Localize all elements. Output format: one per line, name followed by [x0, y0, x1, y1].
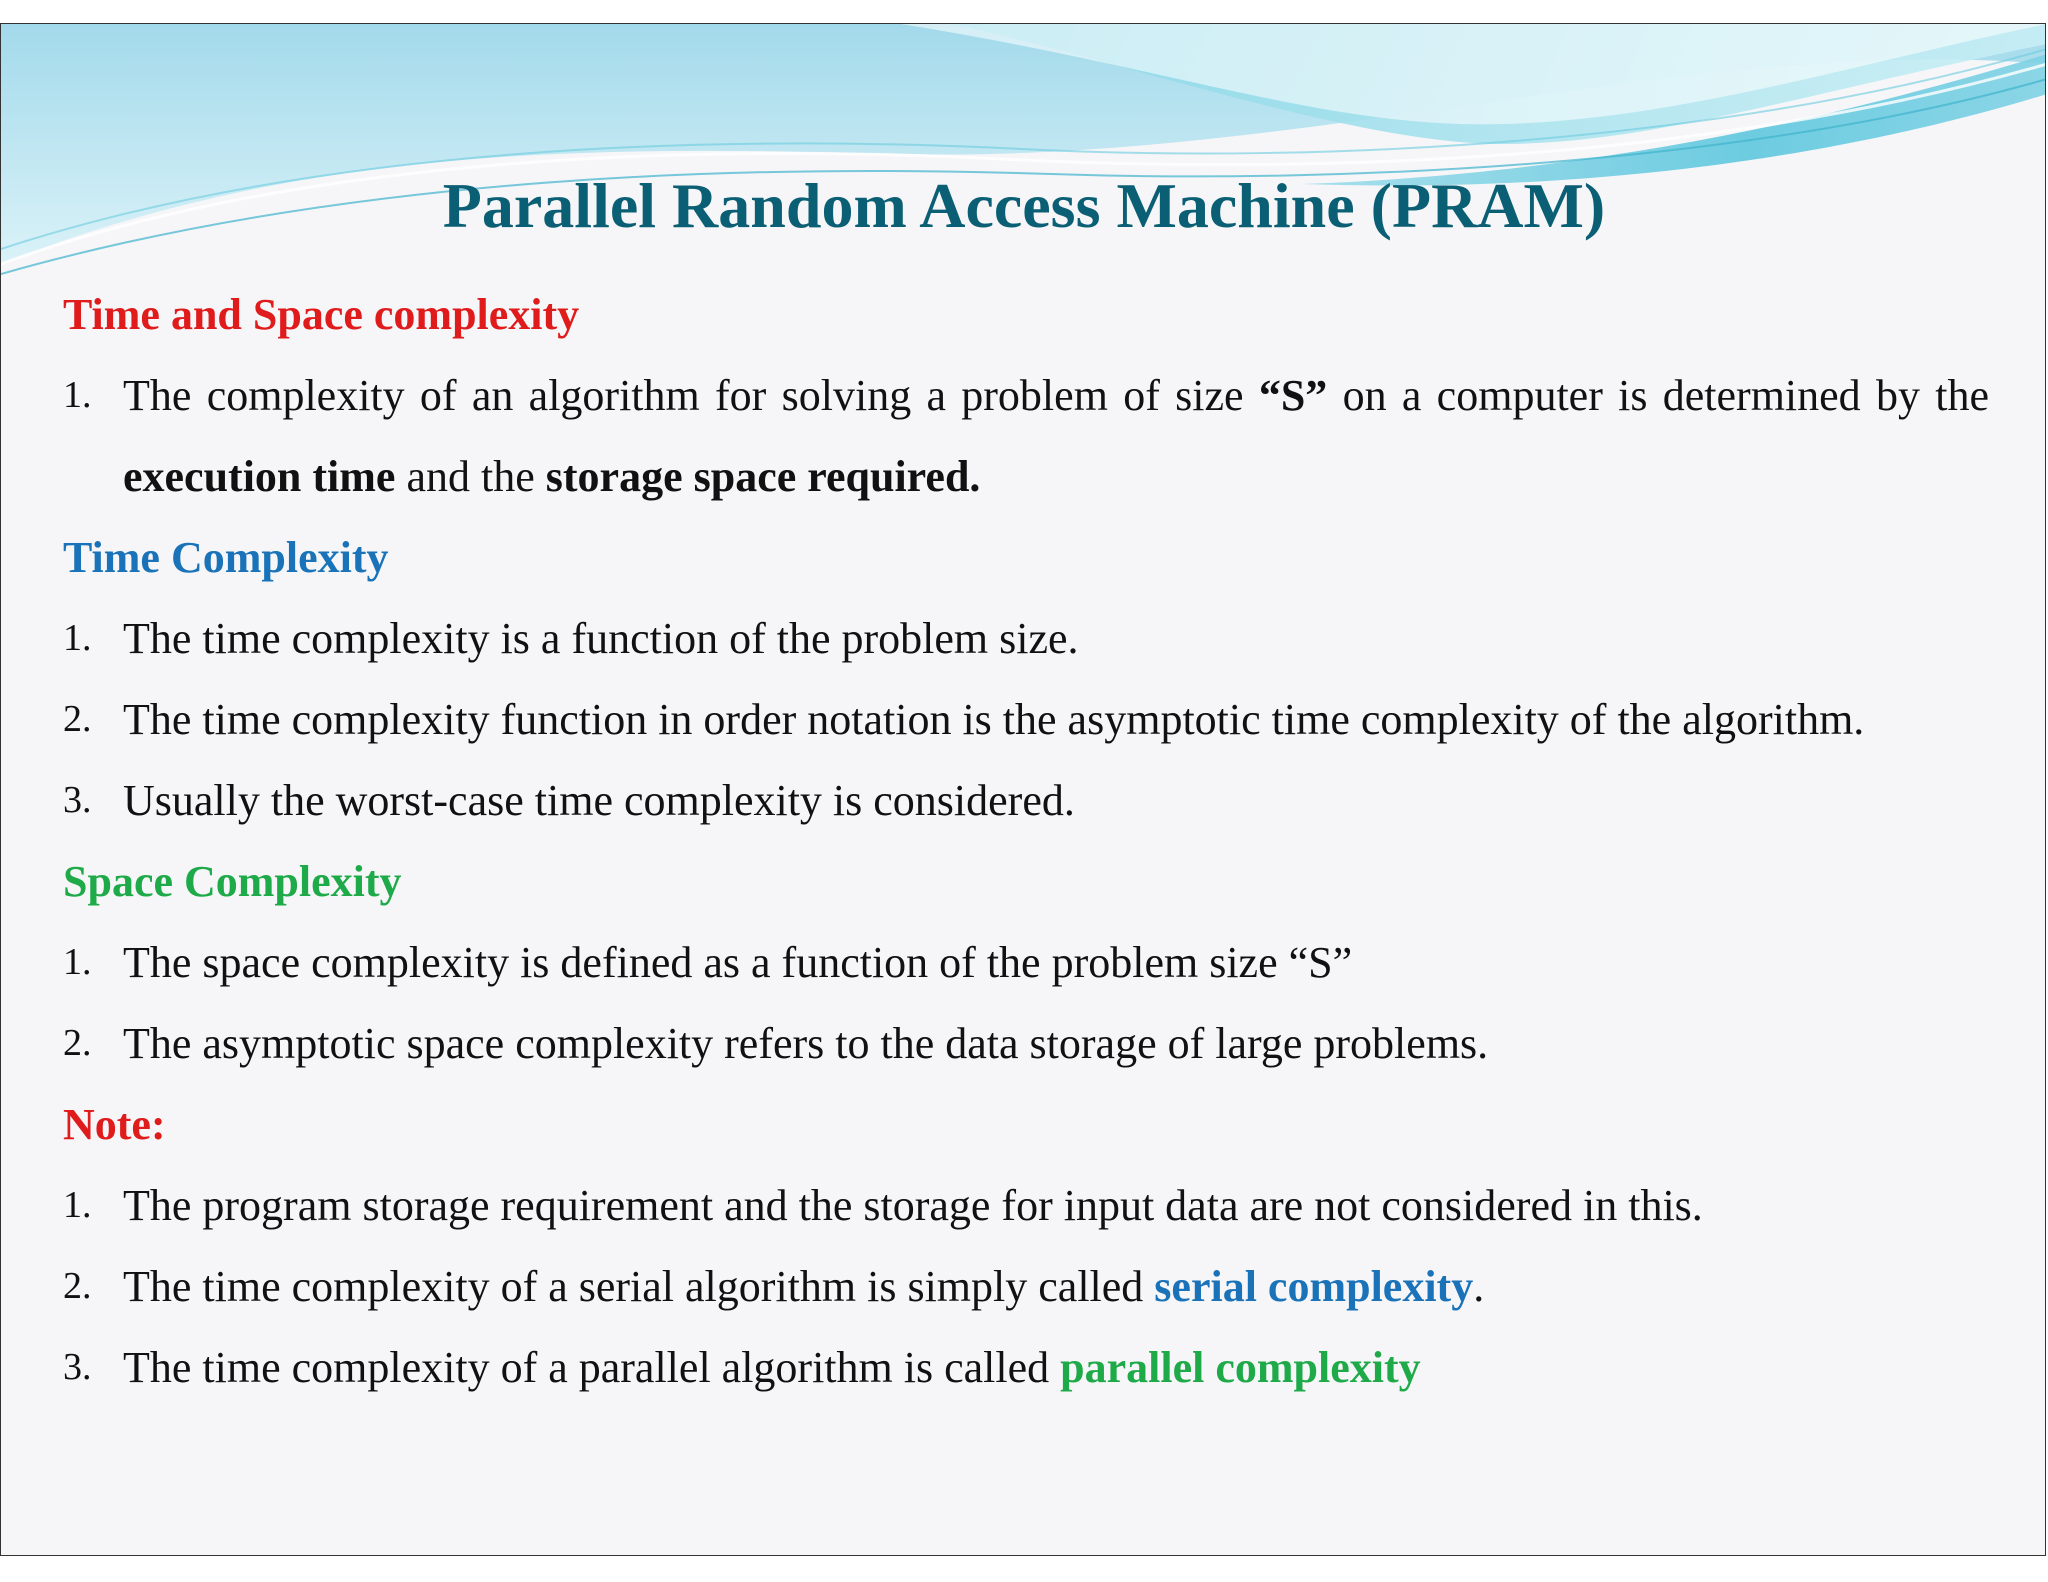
content-body	[63, 274, 1989, 1408]
list-item	[63, 922, 1989, 1003]
text-segment: .	[1473, 1262, 1485, 1311]
list-number: 1.	[63, 374, 92, 416]
text-segment: and the	[395, 452, 546, 501]
text-segment: The time complexity of a serial algorithm is simply called	[123, 1262, 1155, 1311]
list-number: 2.	[63, 698, 92, 740]
page-title: Parallel Random Access Machine (PRAM)	[442, 170, 1606, 241]
list-number: 1.	[63, 1184, 92, 1226]
text-segment: The complexity of an algorithm for solving a problem of size	[123, 371, 1259, 420]
header-wave-decoration	[1, 24, 2046, 284]
bold-text-execution-time: execution time	[123, 452, 396, 501]
section-heading-space-complexity: Space Complexity	[63, 857, 402, 906]
list-item-text: The time complexity function in order notation is the asymptotic time complexity of the algorithm.	[123, 695, 1865, 744]
list-item	[63, 1246, 1989, 1327]
list-item-text: The program storage requirement and the storage for input data are not considered in this.	[123, 1181, 1703, 1230]
highlight-parallel-complexity: parallel complexity	[1060, 1343, 1421, 1392]
list-item	[63, 355, 1989, 517]
bold-text-storage-space: storage space required.	[545, 452, 981, 501]
text-segment: on a computer is determined by the	[1327, 371, 1989, 420]
list-number: 2.	[63, 1265, 92, 1307]
list-item	[63, 1165, 1989, 1246]
list-item-text: The time complexity is a function of the problem size.	[123, 614, 1079, 663]
list-number: 2.	[63, 1022, 92, 1064]
list-item-text: The asymptotic space complexity refers to the data storage of large problems.	[123, 1019, 1489, 1068]
slide	[0, 23, 2046, 1556]
list-number: 1.	[63, 617, 92, 659]
section-heading-note: Note:	[63, 1100, 166, 1149]
list-item-text: Usually the worst-case time complexity is considered.	[123, 776, 1075, 825]
section-heading-time-complexity: Time Complexity	[63, 533, 389, 582]
list-number: 3.	[63, 1346, 92, 1388]
list-number: 1.	[63, 941, 92, 983]
highlight-serial-complexity: serial complexity	[1154, 1262, 1474, 1311]
list-item	[63, 598, 1989, 679]
list-number: 3.	[63, 779, 92, 821]
bold-text-s: “S”	[1258, 371, 1328, 420]
list-item	[63, 1003, 1989, 1084]
list-item-text: The space complexity is defined as a function of the problem size “S”	[123, 938, 1353, 987]
list-item	[63, 679, 1989, 760]
section-heading-time-and-space: Time and Space complexity	[63, 290, 580, 339]
list-item	[63, 1327, 1989, 1408]
text-segment: The time complexity of a parallel algorithm is called	[123, 1343, 1061, 1392]
list-item	[63, 760, 1989, 841]
